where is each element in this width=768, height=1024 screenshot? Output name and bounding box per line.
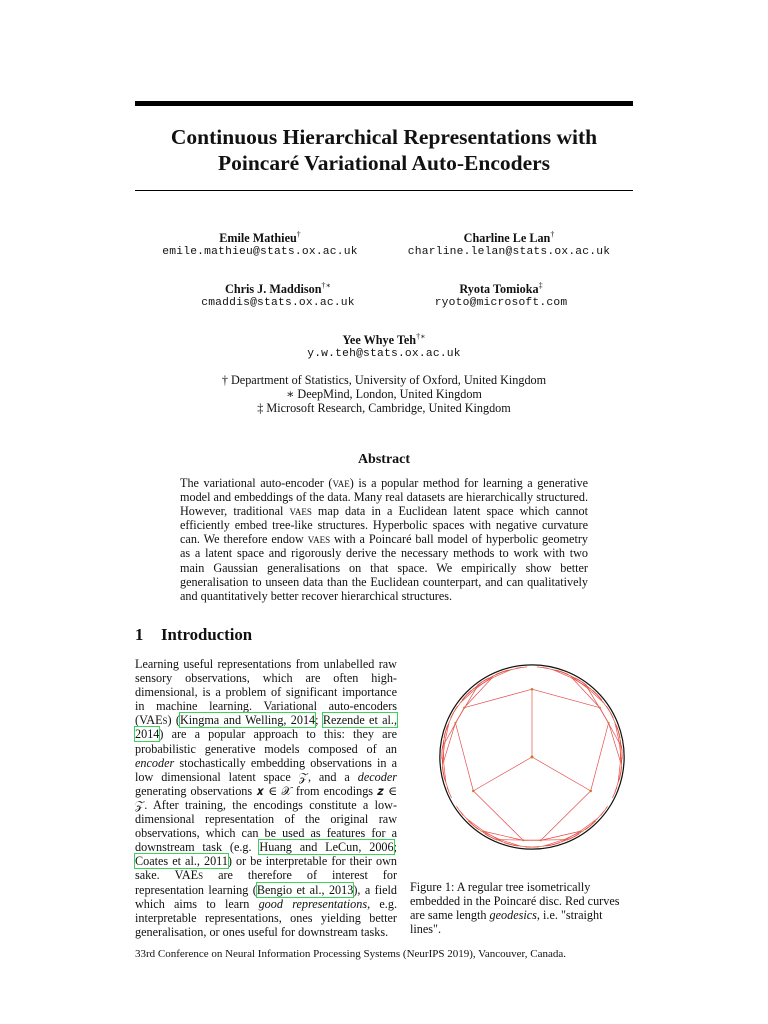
- tree-node: [472, 790, 475, 793]
- tree-node: [621, 769, 622, 770]
- geodesic-edge: [523, 840, 563, 841]
- intro-paragraph: Learning useful representations from unlabelled raw sensory observations, which are often high-dimensional, is a problem of significant importance in machine learning. Variational auto-encoders (VAEs) (Kingma and Welling, 2014; Rezende et al., 2014) are a popular approach to this: they are probabilistic generative models composed of an encoder stochastically embedding observations in a low dimensional latent space 𝒵, and a decoder generating observations 𝒙 ∈ 𝒳 from encodings 𝒛 ∈ 𝒵. After training, the encodings constitute a low-dimensional representation of the original raw observations, which can be used as features for a downstream task (e.g. Huang and LeCun, 2006; Coates et al., 2011) or be interpretable for their own sake. VAEs are therefore of interest for representation learning (Bengio et al., 2013), a field which aims to learn good representations, e.g. interpretable representations, ones yielding better generalisation, or ones useful for downstream tasks.: [135, 657, 398, 939]
- tree-node: [601, 815, 602, 816]
- tree-node: [494, 839, 495, 840]
- tree-node: [612, 715, 613, 716]
- citation-link[interactable]: Bengio et al., 2013: [256, 882, 354, 897]
- tree-node: [621, 748, 622, 749]
- author-marks: ‡: [538, 281, 543, 290]
- tree-node: [478, 829, 479, 830]
- tree-node: [599, 707, 601, 709]
- tree-node: [578, 834, 579, 835]
- tree-node: [504, 843, 505, 844]
- tree-node: [456, 806, 457, 807]
- tree-node: [483, 680, 484, 681]
- tree-node: [446, 727, 447, 728]
- tree-node: [619, 777, 620, 778]
- tree-node: [576, 835, 577, 836]
- citation-link[interactable]: Kingma and Welling, 2014: [179, 713, 316, 728]
- tree-node: [619, 742, 621, 744]
- author-name: Chris J. Maddison: [225, 282, 322, 297]
- tree-node: [554, 844, 555, 845]
- tree-node: [468, 821, 469, 822]
- tree-node: [608, 722, 610, 724]
- tree-node: [618, 730, 619, 731]
- citation-link[interactable]: Rezende et al., 2014: [135, 713, 398, 742]
- tree-node: [442, 769, 443, 770]
- tree-node: [483, 830, 485, 832]
- tree-node: [606, 706, 607, 707]
- tree-node: [443, 774, 444, 775]
- geodesic-edge: [516, 667, 521, 668]
- tree-node: [616, 725, 617, 726]
- tree-node: [621, 767, 622, 768]
- tree-node: [525, 847, 526, 848]
- affiliation: ∗ DeepMind, London, United Kingdom: [286, 387, 482, 401]
- citation-link[interactable]: Coates et al., 2011: [135, 854, 228, 869]
- tree-node: [533, 847, 534, 848]
- tree-node: [571, 677, 573, 679]
- tree-node: [585, 829, 586, 830]
- geodesic-edge: [473, 757, 532, 791]
- tree-node: [460, 702, 461, 703]
- tree-node: [549, 845, 550, 846]
- tree-node: [527, 847, 528, 848]
- tree-node: [537, 666, 538, 667]
- tree-node: [584, 683, 585, 684]
- tree-node: [486, 679, 487, 680]
- tree-node: [563, 672, 564, 673]
- tree-node: [467, 694, 468, 695]
- tree-node: [542, 667, 543, 668]
- tree-node: [459, 810, 460, 811]
- section-number: 1: [135, 625, 144, 644]
- tree-node: [538, 847, 539, 848]
- affiliation: † Department of Statistics, University of Oxford, United Kingdom: [221, 373, 547, 387]
- tree-node: [590, 688, 591, 689]
- author-block: [259, 330, 509, 361]
- section-title: Introduction: [161, 625, 253, 644]
- tree-node: [457, 706, 458, 707]
- abstract-heading: Abstract: [357, 452, 411, 467]
- tree-node: [451, 715, 452, 716]
- tree-node: [517, 846, 518, 847]
- tree-node: [496, 840, 497, 841]
- tree-node: [619, 779, 620, 780]
- geodesic-edge: [553, 670, 572, 678]
- tree-node: [575, 678, 576, 679]
- tree-node: [445, 730, 446, 731]
- tree-node: [543, 845, 544, 846]
- tree-node: [442, 751, 443, 752]
- tree-node: [614, 722, 615, 723]
- geodesic-edge: [543, 667, 548, 668]
- author-block: [135, 228, 385, 259]
- tree-node: [512, 844, 513, 845]
- tree-node: [618, 782, 619, 783]
- tree-node: [610, 712, 611, 713]
- section-heading: [135, 625, 252, 645]
- geodesic-edge: [591, 723, 609, 791]
- tree-node: [530, 847, 531, 848]
- tree-node: [596, 694, 597, 695]
- author-email[interactable]: cmaddis@stats.ox.ac.uk: [201, 297, 355, 310]
- tree-node: [622, 756, 623, 757]
- tree-node: [601, 699, 602, 700]
- tree-node: [490, 836, 491, 837]
- tree-node: [492, 837, 493, 838]
- tree-node: [526, 666, 527, 667]
- tree-node: [620, 737, 621, 738]
- author-email[interactable]: emile.mathieu@stats.ox.ac.uk: [162, 246, 358, 259]
- tree-node: [520, 845, 521, 846]
- tree-node: [571, 837, 572, 838]
- geodesic-edge: [492, 670, 511, 678]
- tree-node: [613, 717, 614, 718]
- tree-node: [570, 675, 571, 676]
- paper-title: Continuous Hierarchical Representations with Poincaré Variational Auto-Encoders: [170, 125, 598, 175]
- tree-node: [442, 745, 443, 746]
- tree-node: [463, 707, 465, 709]
- tree-node: [547, 668, 548, 669]
- tree-node: [563, 839, 565, 841]
- tree-node: [469, 691, 470, 692]
- tree-node: [477, 685, 478, 686]
- tree-node: [536, 847, 537, 848]
- tree-node: [609, 710, 610, 711]
- tree-node: [487, 835, 488, 836]
- abstract-body: The variational auto-encoder (vae) is a popular method for learning a generative model and embeddings of the data. Many real datasets are hierarchically structured. However, traditional vaes map data in a Euclidean latent space which cannot efficiently embed tree-like structures. Hyperbolic spaces with negative curvature can. We therefore endow vaes with a Poincaré ball model of hyperbolic geometry as a latent space and rigorously derive the necessary methods to work with two main Gaussian generalisations on that space. We empirically show better generalisation to unseen data than the Euclidean counterpart, and can qualitatively and quantitatively better recover hierarchical structures.: [180, 476, 588, 603]
- tree-node: [488, 678, 489, 679]
- tree-node: [546, 846, 547, 847]
- author-block: [376, 279, 626, 310]
- tree-node: [450, 717, 451, 718]
- tree-node: [540, 839, 542, 841]
- tree-node: [561, 841, 562, 842]
- tree-node: [569, 839, 570, 840]
- author-name: Ryota Tomioka: [459, 282, 539, 297]
- geodesic-edge: [455, 723, 473, 791]
- tree-node: [498, 673, 499, 674]
- tree-node: [582, 830, 583, 831]
- tree-node: [530, 755, 533, 758]
- tree-node: [568, 674, 569, 675]
- tree-node: [443, 740, 444, 741]
- tree-node: [508, 670, 509, 671]
- tree-node: [612, 797, 613, 798]
- tree-node: [515, 845, 516, 846]
- tree-node: [472, 824, 473, 825]
- author-marks: †∗: [416, 332, 426, 341]
- tree-node: [582, 682, 583, 683]
- tree-node: [499, 839, 501, 841]
- tree-node: [587, 687, 589, 689]
- conference-footer: 33rd Conference on Neural Information Processing Systems (NeurIPS 2019), Vancouver, Canada.: [135, 948, 567, 960]
- tree-node: [441, 758, 442, 759]
- tree-node: [522, 839, 524, 841]
- tree-node: [561, 671, 562, 672]
- tree-node: [618, 732, 619, 733]
- tree-node: [500, 672, 501, 673]
- tree-node: [444, 779, 445, 780]
- tree-node: [552, 669, 553, 670]
- tree-node: [473, 688, 474, 689]
- author-marks: †∗: [321, 281, 331, 290]
- tree-node: [616, 787, 617, 788]
- tree-node: [622, 758, 623, 759]
- tree-node: [441, 756, 442, 757]
- tree-node: [462, 699, 463, 700]
- tree-node: [442, 763, 443, 764]
- tree-node: [608, 708, 609, 709]
- tree-node: [491, 677, 493, 679]
- tree-node: [451, 797, 452, 798]
- geodesic-edge: [537, 667, 542, 668]
- tree-node: [593, 822, 594, 823]
- tree-node: [592, 690, 593, 691]
- tree-node: [476, 828, 477, 829]
- tree-node: [493, 675, 494, 676]
- tree-node: [621, 763, 622, 764]
- tree-node: [479, 683, 480, 684]
- tree-node: [579, 830, 581, 832]
- tree-node: [481, 830, 482, 831]
- tree-node: [448, 722, 449, 723]
- affiliation: ‡ Microsoft Research, Cambridge, United Kingdom: [257, 401, 511, 415]
- tree-node: [445, 732, 446, 733]
- tree-node: [449, 792, 450, 793]
- tree-node: [485, 834, 486, 835]
- tree-node: [622, 753, 623, 754]
- tree-node: [445, 782, 446, 783]
- tree-node: [463, 815, 464, 816]
- tree-node: [441, 753, 442, 754]
- tree-node: [503, 671, 504, 672]
- tree-node: [454, 710, 455, 711]
- title-rule-top: [135, 101, 633, 106]
- tree-node: [620, 772, 621, 773]
- tree-node: [474, 826, 475, 827]
- tree-node: [443, 772, 444, 773]
- author-marks: †: [550, 230, 555, 239]
- tree-node: [617, 727, 618, 728]
- tree-node: [444, 742, 446, 744]
- tree-node: [447, 787, 448, 788]
- tree-node: [470, 822, 471, 823]
- tree-node: [471, 690, 472, 691]
- tree-node: [600, 697, 601, 698]
- title-rule-bottom: [135, 190, 633, 191]
- tree-node: [463, 697, 464, 698]
- tree-node: [587, 828, 588, 829]
- poincare-disc-figure: [437, 662, 627, 852]
- tree-node: [573, 836, 574, 837]
- geodesic-edge: [521, 667, 526, 668]
- tree-node: [481, 682, 482, 683]
- tree-node: [510, 669, 511, 670]
- tree-node: [444, 735, 445, 736]
- author-block: [153, 279, 403, 310]
- tree-node: [506, 843, 507, 844]
- tree-node: [621, 751, 622, 752]
- tree-node: [598, 695, 599, 696]
- tree-node: [559, 843, 560, 844]
- tree-node: [586, 685, 587, 686]
- tree-node: [557, 843, 558, 844]
- tree-node: [619, 735, 620, 736]
- tree-node: [442, 748, 443, 749]
- tree-node: [604, 810, 605, 811]
- tree-node: [558, 670, 559, 671]
- author-name: Emile Mathieu: [219, 231, 297, 246]
- tree-node: [614, 792, 615, 793]
- tree-node: [555, 670, 556, 671]
- citation-link[interactable]: Huang and LeCun, 2006: [259, 840, 394, 855]
- tree-node: [589, 826, 590, 827]
- geodesic-edge: [532, 757, 591, 791]
- author-block: [384, 228, 634, 259]
- tree-node: [591, 824, 592, 825]
- tree-node: [620, 761, 622, 763]
- tree-node: [531, 688, 534, 691]
- tree-node: [447, 725, 448, 726]
- tree-node: [566, 673, 567, 674]
- tree-node: [505, 670, 506, 671]
- tree-node: [567, 840, 568, 841]
- tree-node: [466, 818, 467, 819]
- tree-node: [620, 740, 621, 741]
- author-name: Charline Le Lan: [463, 231, 551, 246]
- tree-node: [444, 777, 445, 778]
- tree-node: [454, 722, 456, 724]
- tree-node: [597, 818, 598, 819]
- tree-node: [589, 790, 592, 793]
- tree-node: [443, 737, 444, 738]
- tree-node: [594, 691, 595, 692]
- tree-node: [620, 774, 621, 775]
- author-email[interactable]: y.w.teh@stats.ox.ac.uk: [307, 348, 461, 361]
- figure-caption: Figure 1: A regular tree isometrically embedded in the Poincaré disc. Red curves are same length geodesics, i.e. "straight lines".: [410, 880, 620, 937]
- tree-node: [501, 841, 502, 842]
- tree-node: [603, 702, 604, 703]
- tree-node: [551, 844, 552, 845]
- tree-node: [453, 712, 454, 713]
- tree-node: [521, 667, 522, 668]
- author-marks: †: [296, 230, 301, 239]
- tree-node: [607, 806, 608, 807]
- tree-node: [621, 745, 622, 746]
- tree-node: [465, 695, 466, 696]
- tree-node: [509, 844, 510, 845]
- tree-node: [442, 767, 443, 768]
- tree-node: [475, 687, 477, 689]
- tree-node: [456, 708, 457, 709]
- tree-node: [495, 674, 496, 675]
- author-email[interactable]: charline.lelan@stats.ox.ac.uk: [407, 246, 611, 259]
- tree-node: [516, 668, 517, 669]
- tree-node: [580, 680, 581, 681]
- tree-node: [595, 821, 596, 822]
- tree-node: [577, 679, 578, 680]
- tree-node: [443, 761, 445, 763]
- author-email[interactable]: ryoto@microsoft.com: [434, 297, 568, 310]
- author-name: Yee Whye Teh: [342, 333, 417, 348]
